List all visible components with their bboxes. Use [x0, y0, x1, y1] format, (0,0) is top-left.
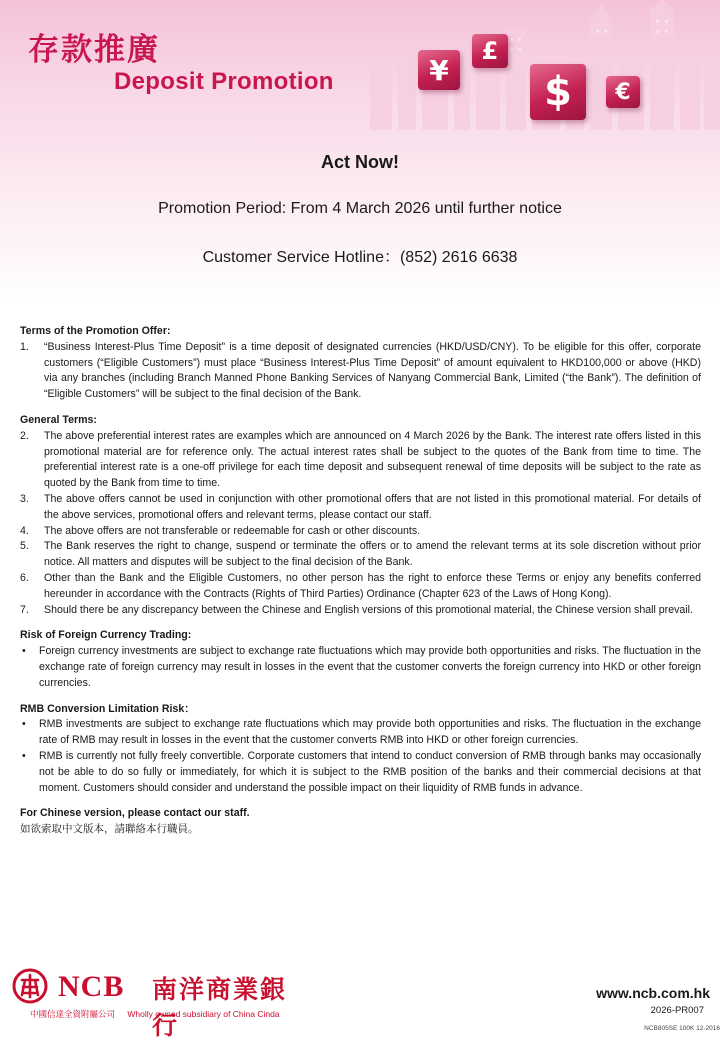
list-item	[20, 571, 701, 603]
item-text: Other than the Bank and the Eligible Customers, no other person has the right to enforce these Terms or enjoy any benefits conferred hereunder in accordance with the Contracts (Rights of Third Parties) Ordinance (Chapter 623 of the Laws of Hong Kong).	[44, 571, 701, 600]
section-heading: General Terms:	[20, 413, 97, 426]
list-item	[20, 492, 701, 524]
ncb-logo	[12, 968, 312, 1040]
fx-risk-section	[20, 628, 701, 691]
list-item	[20, 717, 701, 749]
customer-service-hotline: Customer Service Hotline：(852) 2616 6638	[202, 249, 518, 266]
item-text: The Bank reserves the right to change, suspend or terminate the offers or to amend the relevant terms at its sole discretion without prior notice. All matters and disputes will be subject to the final decision of the Bank.	[44, 540, 701, 569]
print-code: NCB805SE 100K 12-2016	[644, 1025, 720, 1032]
item-text: RMB is currently not fully freely convertible. Corporate customers that intend to conduct conversion of RMB through banks may occasionally not be able to do so fully or immediately, for which it is subject to the RMB position of the banks and their commercial decisions at that moment. Customers should consider and understand the possible impact on their liquidity of RMB funds in advance.	[39, 749, 701, 794]
item-number: 5.	[20, 540, 29, 553]
website-link[interactable]: www.ncb.com.hk	[596, 985, 710, 1001]
item-text: “Business Interest-Plus Time Deposit” is a time deposit of designated currencies (HKD/USD/CNY). To be eligible for this offer, corporate customers (“Eligible Customers”) must place “Business Interest-Plus Time Deposit” of amount equivalent to HKD100,000 or above (HKD) via any branches (including Branch Manned Phone Banking Services of Nanyang Commercial Bank, Limited (“the Bank”). The definition of “Eligible Customers” will be subject to the final decision of the Bank.	[44, 340, 701, 401]
document-code: 2026-PR007	[650, 1005, 704, 1016]
item-number: 4.	[20, 524, 29, 537]
list-item	[20, 340, 701, 403]
bullet-icon: •	[22, 749, 26, 762]
item-text: The above offers cannot be used in conjunction with other promotional offers that are not listed in this promotional material. For details of the above services, promotional offers and relevant terms, please contact our staff.	[44, 492, 701, 521]
list-item	[20, 749, 701, 796]
item-text: The above preferential interest rates are examples which are announced on 4 March 2026 by the Bank. The interest rate offers listed in this promotional material are for reference only. The actual interest rates shall be subject to the quotes of the Bank from time to time. The preferential interest rate is a one-off privilege for each time deposit and subsequent renewal of time deposits will be subject to the rate as quoted by the Bank from time to time.	[44, 429, 701, 490]
logo-ncb-text: NCB	[58, 970, 125, 1003]
dollar-icon: $	[530, 64, 586, 120]
chinese-version-note: For Chinese version, please contact our staff.	[20, 807, 250, 820]
rmb-risk-section	[20, 702, 701, 797]
bullet-icon: •	[22, 718, 26, 731]
bullet-icon: •	[22, 645, 26, 658]
item-number: 6.	[20, 571, 29, 584]
item-text: Should there be any discrepancy between the Chinese and English versions of this promotional material, the Chinese version shall prevail.	[44, 603, 693, 616]
list-item	[20, 603, 701, 619]
title-chinese: 存款推廣	[28, 32, 160, 68]
logo-subtitle	[30, 1008, 280, 1020]
item-text: RMB investments are subject to exchange rate fluctuations which may provide both opportunities and risks. The fluctuation in the exchange rate of RMB may result in losses in the event that the customer converts RMB into HKD or other foreign currencies.	[39, 718, 701, 747]
item-text: The above offers are not transferable or redeemable for cash or other discounts.	[44, 524, 421, 537]
list-item	[20, 524, 701, 540]
item-number: 7.	[20, 603, 29, 616]
section-heading: RMB Conversion Limitation Risk：	[20, 702, 195, 715]
section-heading: Risk of Foreign Currency Trading:	[20, 629, 192, 642]
item-number: 2.	[20, 429, 29, 442]
title-english: Deposit Promotion	[114, 68, 334, 95]
list-item	[20, 429, 701, 492]
euro-icon: €	[606, 76, 640, 108]
pound-icon: £	[472, 34, 508, 68]
item-number: 3.	[20, 492, 29, 505]
chinese-version-note-cn: 如欲索取中文版本，請聯絡本行職員。	[20, 823, 199, 836]
subsidiary-en: Wholly owned subsidiary of China Cinda	[127, 1009, 280, 1019]
yen-icon: ¥	[418, 50, 460, 90]
promotion-period: Promotion Period: From 4 March 2026 until further notice	[158, 200, 562, 217]
subsidiary-cn: 中國信達全資附屬公司	[30, 1010, 116, 1020]
section-heading: Terms of the Promotion Offer:	[20, 325, 171, 337]
list-item	[20, 644, 701, 691]
ncb-emblem-icon	[12, 968, 48, 1004]
list-item	[20, 539, 701, 571]
terms-and-conditions	[20, 324, 701, 838]
promotion-terms-section	[20, 324, 701, 403]
logo-chinese-text: 南洋商業銀行	[152, 975, 288, 1040]
item-text: Foreign currency investments are subject to exchange rate fluctuations which may provide both opportunities and risks. The fluctuation in the exchange rate of foreign currency may result in losses in the event that the customer converts the foreign currency into HKD or other foreign currencies.	[39, 645, 701, 689]
act-now-heading: Act Now!	[321, 152, 399, 172]
item-number: 1.	[20, 340, 29, 353]
general-terms-section	[20, 413, 701, 618]
